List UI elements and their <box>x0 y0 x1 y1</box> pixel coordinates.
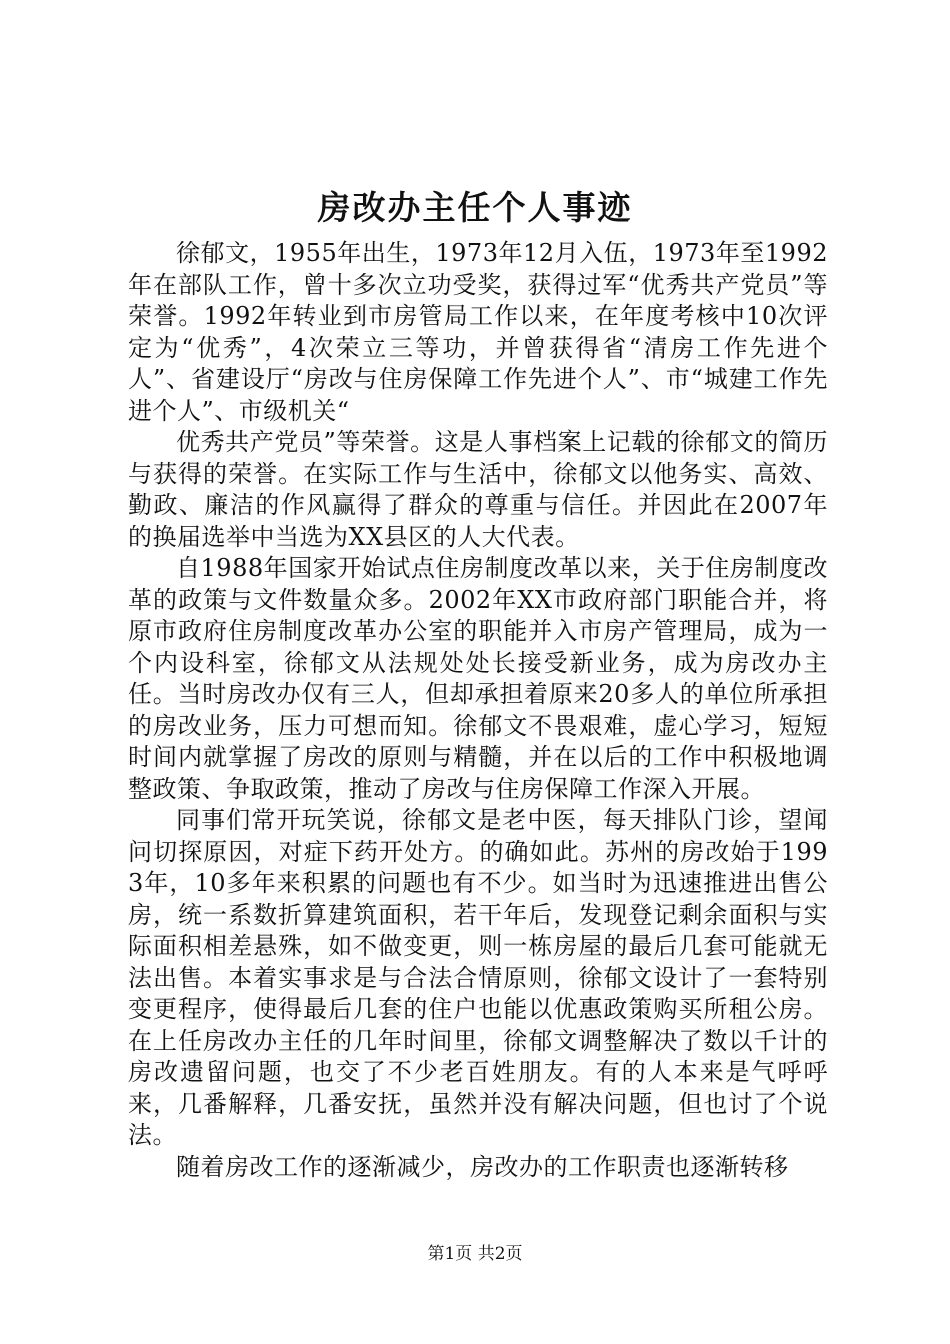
document-body <box>128 238 828 1183</box>
paragraph-2: 优秀共产党员”等荣誉。这是人事档案上记载的徐郁文的简历与获得的荣誉。在实际工作与生活中，徐郁文以他务实、高效、勤政、廉洁的作风赢得了群众的尊重与信任。并因此在2007年的换届选举中当选为XX县区的人大代表。 <box>128 428 828 551</box>
page-number-footer: 第1页 共2页 <box>427 1244 523 1264</box>
paragraph-4: 同事们常开玩笑说，徐郁文是老中医，每天排队门诊，望闻问切探原因，对症下药开处方。的确如此。苏州的房改始于1993年，10多年来积累的问题也有不少。如当时为迅速推进出售公房，统一系数折算建筑面积，若干年后，发现登记剩余面积与实际面积相差悬殊，如不做变更，则一栋房屋的最后几套可能就无法出售。本着实事求是与合法合情原则，徐郁文设计了一套特别变更程序，使得最后几套的住户也能以优惠政策购买所租公房。在上任房改办主任的几年时间里，徐郁文调整解决了数以千计的房改遗留问题，也交了不少老百姓朋友。有的人本来是气呼呼来，几番解释，几番安抚，虽然并没有解决问题，但也讨了个说法。 <box>128 806 828 1149</box>
paragraph-1: 徐郁文，1955年出生，1973年12月入伍，1973年至1992年在部队工作，曾十多次立功受奖，获得过军“优秀共产党员”等荣誉。1992年转业到市房管局工作以来，在年度考核中10次评定为“优秀”，4次荣立三等功，并曾获得省“清房工作先进个人”、省建设厅“房改与住房保障工作先进个人”、市“城建工作先进个人”、市级机关“ <box>128 239 828 425</box>
paragraph-5: 随着房改工作的逐渐减少，房改办的工作职责也逐渐转移 <box>176 1152 789 1181</box>
paragraph-3: 自1988年国家开始试点住房制度改革以来，关于住房制度改革的政策与文件数量众多。2002年XX市政府部门职能合并，将原市政府住房制度改革办公室的职能并入市房产管理局，成为一个内设科室，徐郁文从法规处处长接受新业务，成为房改办主任。当时房改办仅有三人，但却承担着原来20多人的单位所承担的房改业务，压力可想而知。徐郁文不畏艰难，虚心学习，短短时间内就掌握了房改的原则与精髓，并在以后的工作中积极地调整政策、争取政策，推动了房改与住房保障工作深入开展。 <box>128 554 828 803</box>
document-title: 房改办主任个人事迹 <box>317 188 633 227</box>
